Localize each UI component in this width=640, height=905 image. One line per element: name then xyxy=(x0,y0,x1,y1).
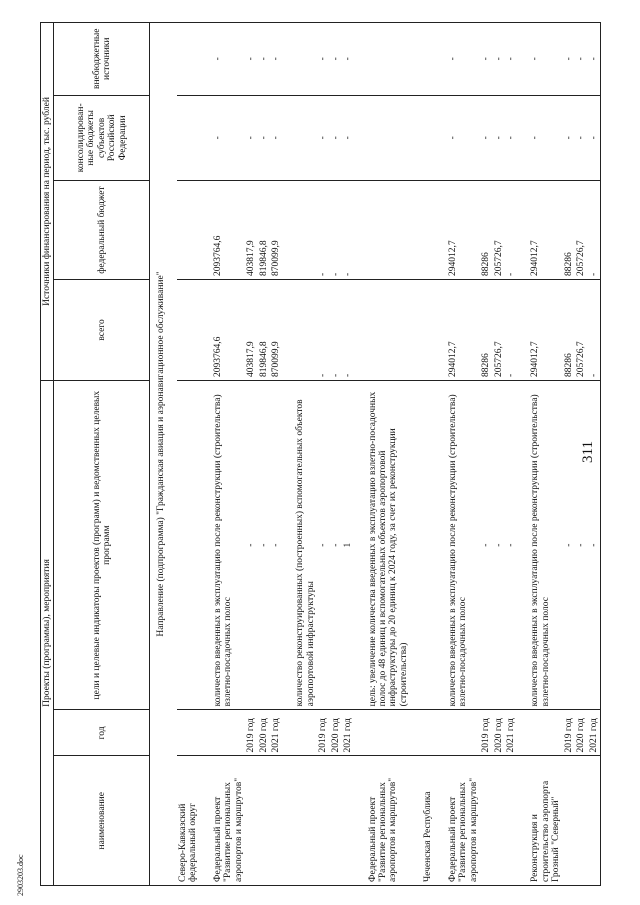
row-federal xyxy=(294,181,317,280)
row-name xyxy=(480,756,492,886)
spacer-cell xyxy=(517,756,529,886)
spacer-cell xyxy=(282,380,294,709)
spacer-cell xyxy=(200,181,212,280)
header-extra: внебюджетные источники xyxy=(54,23,150,96)
row-federal: 819846,8 xyxy=(258,181,270,280)
table-row xyxy=(330,23,342,886)
row-extra: - xyxy=(529,23,562,96)
row-federal xyxy=(177,181,200,280)
row-name: Федеральный проект "Развитие региональных аэропортов и маршрутов" xyxy=(447,756,480,886)
spacer-cell xyxy=(355,95,367,181)
table-row xyxy=(505,23,517,886)
row-extra: - xyxy=(258,23,270,96)
row-name: Северо-Кавказский федеральный округ xyxy=(177,756,200,886)
row-goal: - xyxy=(493,380,505,709)
row-federal xyxy=(422,181,434,280)
spacer-cell xyxy=(355,756,367,886)
row-extra: - xyxy=(480,23,492,96)
row-name xyxy=(294,756,317,886)
spacer-cell xyxy=(410,279,422,380)
spacer-cell xyxy=(200,756,212,886)
spacer-cell xyxy=(355,710,367,756)
row-name: Реконструкция и строительство аэропорта Грозный "Северный" xyxy=(529,756,562,886)
row-extra: - xyxy=(447,23,480,96)
row-year xyxy=(422,710,434,756)
row-name xyxy=(505,756,517,886)
table-row xyxy=(342,23,354,886)
row-regional: - xyxy=(529,95,562,181)
table-row xyxy=(258,23,270,886)
row-goal: - xyxy=(330,380,342,709)
row-regional: - xyxy=(245,95,257,181)
rotated-table-page xyxy=(40,22,610,886)
row-year: 2020 год xyxy=(258,710,270,756)
row-goal xyxy=(422,380,434,709)
row-year xyxy=(212,710,245,756)
header-group-projects: Проекты (программы), мероприятия xyxy=(41,380,54,885)
header-total: всего xyxy=(54,279,150,380)
row-total: 403817,9 xyxy=(245,279,257,380)
table-row xyxy=(575,23,587,886)
row-federal xyxy=(367,181,411,280)
spacer-cell xyxy=(282,279,294,380)
spacer-cell xyxy=(410,756,422,886)
header-name: наименование xyxy=(54,756,150,886)
spacer-cell xyxy=(355,23,367,96)
row-name: Федеральный проект "Развитие региональных аэропортов и маршрутов" xyxy=(367,756,411,886)
row-total: 205726,7 xyxy=(575,279,587,380)
row-regional: - xyxy=(317,95,329,181)
row-total: 870099,9 xyxy=(270,279,282,380)
row-federal: - xyxy=(330,181,342,280)
row-goal: - xyxy=(317,380,329,709)
row-name xyxy=(493,756,505,886)
table-row xyxy=(294,23,317,886)
row-name xyxy=(258,756,270,886)
footer-doc-code: 2903203.doc xyxy=(16,854,25,896)
spacer-cell xyxy=(282,756,294,886)
row-regional: - xyxy=(212,95,245,181)
spacer-cell xyxy=(435,710,447,756)
row-year: 2019 год xyxy=(563,710,575,756)
row-goal: количество введенных в эксплуатацию после реконструкции (строительства) взлетно-посадочных полос xyxy=(212,380,245,709)
row-total: - xyxy=(317,279,329,380)
row-goal: - xyxy=(575,380,587,709)
table-row xyxy=(422,23,434,886)
row-name xyxy=(342,756,354,886)
row-total: 2093764,6 xyxy=(212,279,245,380)
row-year: 2019 год xyxy=(480,710,492,756)
spacer-cell xyxy=(517,181,529,280)
row-total: 294012,7 xyxy=(447,279,480,380)
row-regional: - xyxy=(258,95,270,181)
row-extra: - xyxy=(270,23,282,96)
row-extra: - xyxy=(505,23,517,96)
spacer-cell xyxy=(410,710,422,756)
header-goals: цели и целевые индикаторы проектов (программ) и ведомственных целевых программ xyxy=(54,380,150,709)
row-spacer xyxy=(435,23,447,886)
row-federal: 88286 xyxy=(563,181,575,280)
spacer-cell xyxy=(282,181,294,280)
row-federal: 2093764,6 xyxy=(212,181,245,280)
row-extra: - xyxy=(342,23,354,96)
row-federal: 205726,7 xyxy=(493,181,505,280)
spacer-cell xyxy=(282,95,294,181)
row-spacer xyxy=(200,23,212,886)
row-year xyxy=(529,710,562,756)
row-name xyxy=(330,756,342,886)
table-row xyxy=(270,23,282,886)
row-year: 2020 год xyxy=(493,710,505,756)
row-name xyxy=(317,756,329,886)
table-row xyxy=(529,23,562,886)
spacer-cell xyxy=(435,279,447,380)
row-federal: - xyxy=(342,181,354,280)
section-title: Направление (подпрограмма) "Гражданская авиация и аэронавигационное обслуживание" xyxy=(150,23,177,886)
row-name xyxy=(588,756,601,886)
row-total: 88286 xyxy=(563,279,575,380)
table-row xyxy=(317,23,329,886)
row-name xyxy=(245,756,257,886)
row-federal: 294012,7 xyxy=(529,181,562,280)
header-regional: консолидирован-ные бюджеты субъектов Российской Федерации xyxy=(54,95,150,181)
row-regional: - xyxy=(563,95,575,181)
spacer-cell xyxy=(355,380,367,709)
row-regional xyxy=(367,95,411,181)
spacer-cell xyxy=(355,181,367,280)
spacer-cell xyxy=(200,23,212,96)
row-extra: - xyxy=(317,23,329,96)
row-extra: - xyxy=(245,23,257,96)
row-spacer xyxy=(410,23,422,886)
spacer-cell xyxy=(410,95,422,181)
row-regional: - xyxy=(480,95,492,181)
row-regional xyxy=(294,95,317,181)
spacer-cell xyxy=(282,710,294,756)
table-row xyxy=(212,23,245,886)
spacer-cell xyxy=(435,380,447,709)
row-name: Федеральный проект "Развитие региональных аэропортов и маршрутов" xyxy=(212,756,245,886)
row-year: 2019 год xyxy=(245,710,257,756)
row-year xyxy=(367,710,411,756)
row-total xyxy=(367,279,411,380)
row-name xyxy=(575,756,587,886)
financing-table xyxy=(40,22,601,886)
spacer-cell xyxy=(200,380,212,709)
row-federal: 403817,9 xyxy=(245,181,257,280)
row-extra: - xyxy=(212,23,245,96)
row-total: - xyxy=(330,279,342,380)
row-federal: 294012,7 xyxy=(447,181,480,280)
spacer-cell xyxy=(517,710,529,756)
table-row xyxy=(245,23,257,886)
row-total xyxy=(294,279,317,380)
row-extra xyxy=(294,23,317,96)
row-goal: - xyxy=(270,380,282,709)
row-goal: - xyxy=(258,380,270,709)
spacer-cell xyxy=(435,756,447,886)
spacer-cell xyxy=(517,23,529,96)
row-extra: - xyxy=(575,23,587,96)
row-regional: - xyxy=(342,95,354,181)
row-regional: - xyxy=(330,95,342,181)
page-number: 311 xyxy=(580,441,596,463)
row-extra: - xyxy=(493,23,505,96)
row-goal: - xyxy=(245,380,257,709)
row-name xyxy=(270,756,282,886)
row-year: 2021 год xyxy=(588,710,601,756)
row-goal: количество реконструированных (построенных) вспомогательных объектов аэропортовой инфраструктуры xyxy=(294,380,317,709)
table-row xyxy=(367,23,411,886)
row-regional: - xyxy=(575,95,587,181)
row-total: - xyxy=(342,279,354,380)
row-year: 2021 год xyxy=(270,710,282,756)
row-federal: - xyxy=(505,181,517,280)
row-regional: - xyxy=(270,95,282,181)
row-extra: - xyxy=(563,23,575,96)
header-federal: федеральный бюджет xyxy=(54,181,150,280)
row-federal: 205726,7 xyxy=(575,181,587,280)
row-regional: - xyxy=(505,95,517,181)
row-goal xyxy=(177,380,200,709)
row-goal: - xyxy=(563,380,575,709)
row-total: - xyxy=(588,279,601,380)
row-regional: - xyxy=(493,95,505,181)
table-row xyxy=(177,23,200,886)
row-year xyxy=(177,710,200,756)
spacer-cell xyxy=(435,23,447,96)
spacer-cell xyxy=(282,23,294,96)
row-spacer xyxy=(355,23,367,886)
row-name xyxy=(563,756,575,886)
row-goal: - xyxy=(480,380,492,709)
row-spacer xyxy=(517,23,529,886)
row-year: 2021 год xyxy=(505,710,517,756)
row-total: 205726,7 xyxy=(493,279,505,380)
row-regional: - xyxy=(588,95,601,181)
row-total xyxy=(177,279,200,380)
row-year: 2021 год xyxy=(342,710,354,756)
row-extra: - xyxy=(330,23,342,96)
row-total: 294012,7 xyxy=(529,279,562,380)
row-regional xyxy=(177,95,200,181)
row-goal: - xyxy=(505,380,517,709)
row-total: 88286 xyxy=(480,279,492,380)
spacer-cell xyxy=(410,380,422,709)
spacer-cell xyxy=(517,279,529,380)
table-row xyxy=(480,23,492,886)
row-year: 2020 год xyxy=(330,710,342,756)
row-goal: количество введенных в эксплуатацию после реконструкции (строительства) взлетно-посадочных полос xyxy=(529,380,562,709)
row-federal: 88286 xyxy=(480,181,492,280)
row-goal: - xyxy=(588,380,601,709)
row-regional: - xyxy=(447,95,480,181)
header-group-sources: Источники финансирования на период, тыс. рублей xyxy=(41,23,54,381)
spacer-cell xyxy=(435,95,447,181)
row-spacer xyxy=(282,23,294,886)
table-row xyxy=(493,23,505,886)
row-year xyxy=(447,710,480,756)
row-extra xyxy=(177,23,200,96)
row-federal: 870099,9 xyxy=(270,181,282,280)
row-year: 2020 год xyxy=(575,710,587,756)
table-row xyxy=(447,23,480,886)
table-row xyxy=(563,23,575,886)
spacer-cell xyxy=(200,95,212,181)
spacer-cell xyxy=(517,380,529,709)
row-total: 819846,8 xyxy=(258,279,270,380)
row-year xyxy=(294,710,317,756)
row-total xyxy=(422,279,434,380)
spacer-cell xyxy=(410,181,422,280)
row-total: - xyxy=(505,279,517,380)
row-regional xyxy=(422,95,434,181)
row-federal: - xyxy=(317,181,329,280)
spacer-cell xyxy=(355,279,367,380)
spacer-cell xyxy=(435,181,447,280)
table-row xyxy=(588,23,601,886)
row-extra xyxy=(367,23,411,96)
row-name: Чеченская Республика xyxy=(422,756,434,886)
row-federal: - xyxy=(588,181,601,280)
row-goal: 1 xyxy=(342,380,354,709)
header-year: год xyxy=(54,710,150,756)
spacer-cell xyxy=(517,95,529,181)
row-year: 2019 год xyxy=(317,710,329,756)
row-extra: - xyxy=(588,23,601,96)
spacer-cell xyxy=(200,710,212,756)
row-goal: цель: увеличение количества введенных в эксплуатацию взлетно-посадочных полос до 48 единиц и вспомогательных объектов аэропортовой инфраструктуры до 20 единиц к 2024 году, за счет их реконструкции (строительства) xyxy=(367,380,411,709)
spacer-cell xyxy=(410,23,422,96)
row-extra xyxy=(422,23,434,96)
spacer-cell xyxy=(200,279,212,380)
row-goal: количество введенных в эксплуатацию после реконструкции (строительства) взлетно-посадочных полос xyxy=(447,380,480,709)
